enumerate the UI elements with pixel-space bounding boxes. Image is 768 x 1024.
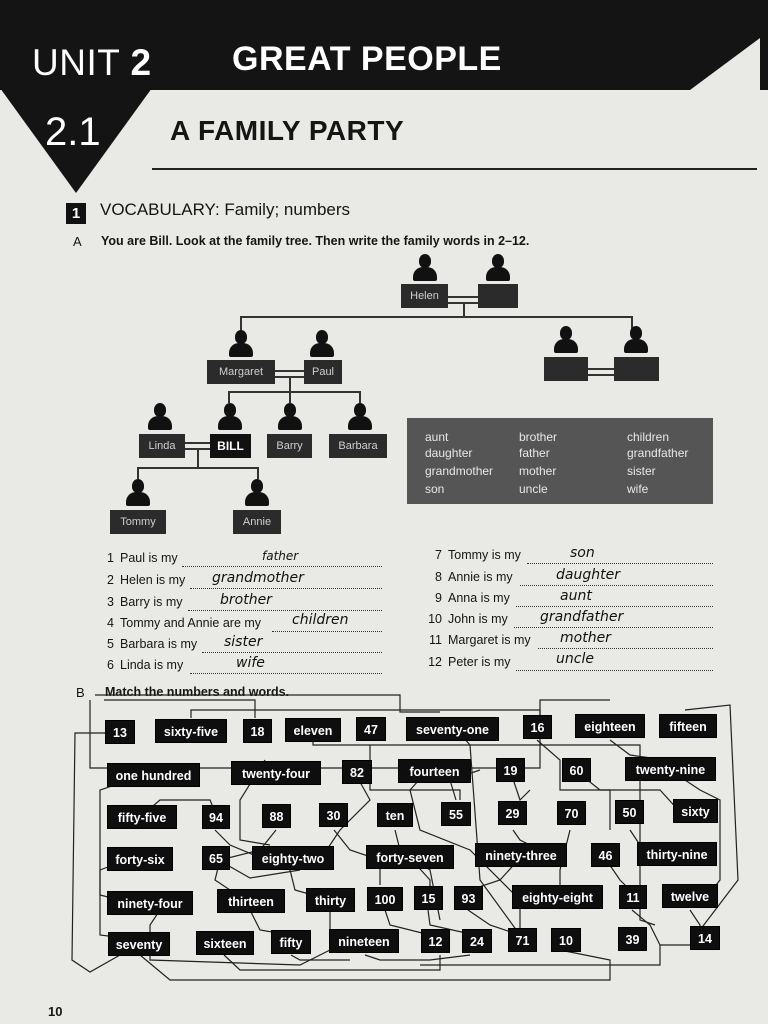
answer-text: brother xyxy=(220,592,272,608)
exercise-a-letter: A xyxy=(73,234,82,249)
unit-title: GREAT PEOPLE xyxy=(232,40,502,78)
match-chip[interactable]: twenty-four xyxy=(231,761,321,785)
match-chip[interactable]: 16 xyxy=(523,715,552,739)
word-box-item: mother xyxy=(519,464,557,478)
match-chip[interactable]: eleven xyxy=(285,718,341,742)
answer-text: grandfather xyxy=(540,609,624,625)
tree-name-bill: BILL xyxy=(210,434,251,458)
match-chip[interactable]: ten xyxy=(377,803,413,827)
match-chip[interactable]: nineteen xyxy=(329,929,399,953)
match-chip[interactable]: 12 xyxy=(421,929,450,953)
question-item: 8 Annie is my xyxy=(435,570,513,584)
match-chip[interactable]: 70 xyxy=(557,801,586,825)
match-chip[interactable]: forty-seven xyxy=(366,845,454,869)
answer-text: wife xyxy=(236,655,265,671)
tree-name-paul: Paul xyxy=(304,360,342,384)
page-number: 10 xyxy=(48,1004,63,1019)
match-chip[interactable]: 11 xyxy=(619,885,647,909)
tree-name-tommy: Tommy xyxy=(110,510,166,534)
exercise-a-instruction: You are Bill. Look at the family tree. Then write the family words in 2–12. xyxy=(101,234,530,248)
match-chip[interactable]: 39 xyxy=(618,927,647,951)
word-box-item: uncle xyxy=(519,482,548,496)
match-chip[interactable]: ninety-four xyxy=(107,891,193,915)
answer-text: father xyxy=(262,549,299,563)
match-chip[interactable]: 55 xyxy=(441,802,471,826)
word-box-item: aunt xyxy=(425,430,449,444)
match-chip[interactable]: 100 xyxy=(367,887,403,911)
match-chip[interactable]: fifty-five xyxy=(107,805,177,829)
match-chip[interactable]: 88 xyxy=(262,804,291,828)
match-chip[interactable]: 30 xyxy=(319,803,348,827)
answer-text: uncle xyxy=(556,651,594,667)
match-chip[interactable]: sixteen xyxy=(196,931,254,955)
match-chip[interactable]: 14 xyxy=(690,926,720,950)
unit-label: UNIT 2 xyxy=(32,42,152,83)
match-chip[interactable]: seventy-one xyxy=(406,717,499,741)
answer-text: daughter xyxy=(556,567,620,583)
match-chip[interactable]: sixty-five xyxy=(155,719,227,743)
match-chip[interactable]: thirty xyxy=(306,888,355,912)
exercise-b-instruction: Match the numbers and words. xyxy=(105,685,290,699)
match-chip[interactable]: 93 xyxy=(454,886,483,910)
exercise-b-letter: B xyxy=(76,685,85,700)
question-item: 11 Margaret is my xyxy=(429,633,531,647)
question-item: 3 Barry is my xyxy=(107,595,183,609)
match-chip[interactable]: thirteen xyxy=(217,889,285,913)
question-item: 2 Helen is my xyxy=(107,573,186,587)
word-box-item: children xyxy=(627,430,670,444)
match-chip[interactable]: ninety-three xyxy=(475,843,567,867)
match-chip[interactable]: 24 xyxy=(462,929,492,953)
match-chip[interactable]: eighty-two xyxy=(252,846,334,870)
word-box-item: grandmother xyxy=(425,464,494,478)
question-item: 4 Tommy and Annie are my xyxy=(107,616,262,630)
answer-text: grandmother xyxy=(212,570,304,586)
lesson-number: 2.1 xyxy=(45,110,101,154)
question-item: 9 Anna is my xyxy=(435,591,510,605)
answer-text: sister xyxy=(224,634,263,650)
match-chip[interactable]: 15 xyxy=(414,886,443,910)
tree-name-barbara: Barbara xyxy=(329,434,387,458)
match-chip[interactable]: 60 xyxy=(562,758,591,782)
answer-text: son xyxy=(570,545,595,561)
question-item: 7 Tommy is my xyxy=(435,548,521,562)
match-chip[interactable]: thirty-nine xyxy=(637,842,717,866)
match-chip[interactable]: 50 xyxy=(615,800,644,824)
match-chip[interactable]: 47 xyxy=(356,717,386,741)
word-box-item: father xyxy=(519,446,550,460)
word-box-item: wife xyxy=(627,482,649,496)
match-chip[interactable]: 18 xyxy=(243,719,272,743)
lesson-title: A FAMILY PARTY xyxy=(170,115,405,146)
match-chip[interactable]: eighteen xyxy=(575,714,645,738)
tree-name-linda: Linda xyxy=(139,434,185,458)
match-chip[interactable]: sixty xyxy=(673,799,718,823)
section-number: 1 xyxy=(66,203,86,224)
match-chip[interactable]: seventy xyxy=(108,932,170,956)
tree-name-annie: Annie xyxy=(233,510,281,534)
answer-text: mother xyxy=(560,630,611,646)
match-chip[interactable]: twenty-nine xyxy=(625,757,716,781)
tree-name-barry: Barry xyxy=(267,434,312,458)
match-chip[interactable]: 71 xyxy=(508,928,537,952)
tree-name-helen: Helen xyxy=(401,284,448,308)
question-item: 10 John is my xyxy=(428,612,508,626)
match-chip[interactable]: 29 xyxy=(498,801,527,825)
match-chip[interactable]: fifteen xyxy=(659,714,717,738)
section-title: VOCABULARY: Family; numbers xyxy=(100,200,351,219)
word-box-item: grandfather xyxy=(627,446,689,460)
match-chip[interactable]: 13 xyxy=(105,720,135,744)
match-chip[interactable]: 65 xyxy=(202,846,230,870)
match-chip[interactable]: 10 xyxy=(551,928,581,952)
match-chip[interactable]: forty-six xyxy=(107,847,173,871)
answer-text: children xyxy=(292,612,349,628)
question-item: 12 Peter is my xyxy=(428,655,511,669)
word-box-item: daughter xyxy=(425,446,473,460)
match-chip[interactable]: 82 xyxy=(342,760,372,784)
match-chip[interactable]: twelve xyxy=(662,884,718,908)
answer-text: aunt xyxy=(560,588,592,604)
word-box-item: son xyxy=(425,482,445,496)
word-box-item: sister xyxy=(627,464,656,478)
word-box-item: brother xyxy=(519,430,558,444)
match-chip[interactable]: 46 xyxy=(591,843,620,867)
match-chip[interactable]: 19 xyxy=(496,758,525,782)
tree-name-margaret: Margaret xyxy=(207,360,275,384)
match-chip[interactable]: fourteen xyxy=(398,759,471,783)
question-item: 5 Barbara is my xyxy=(107,637,198,651)
match-chip[interactable]: 94 xyxy=(202,805,230,829)
match-chip[interactable]: eighty-eight xyxy=(512,885,603,909)
match-chip[interactable]: one hundred xyxy=(107,763,200,787)
match-chip[interactable]: fifty xyxy=(271,930,311,954)
question-item: 1 Paul is my xyxy=(107,551,178,565)
question-item: 6 Linda is my xyxy=(107,658,184,672)
